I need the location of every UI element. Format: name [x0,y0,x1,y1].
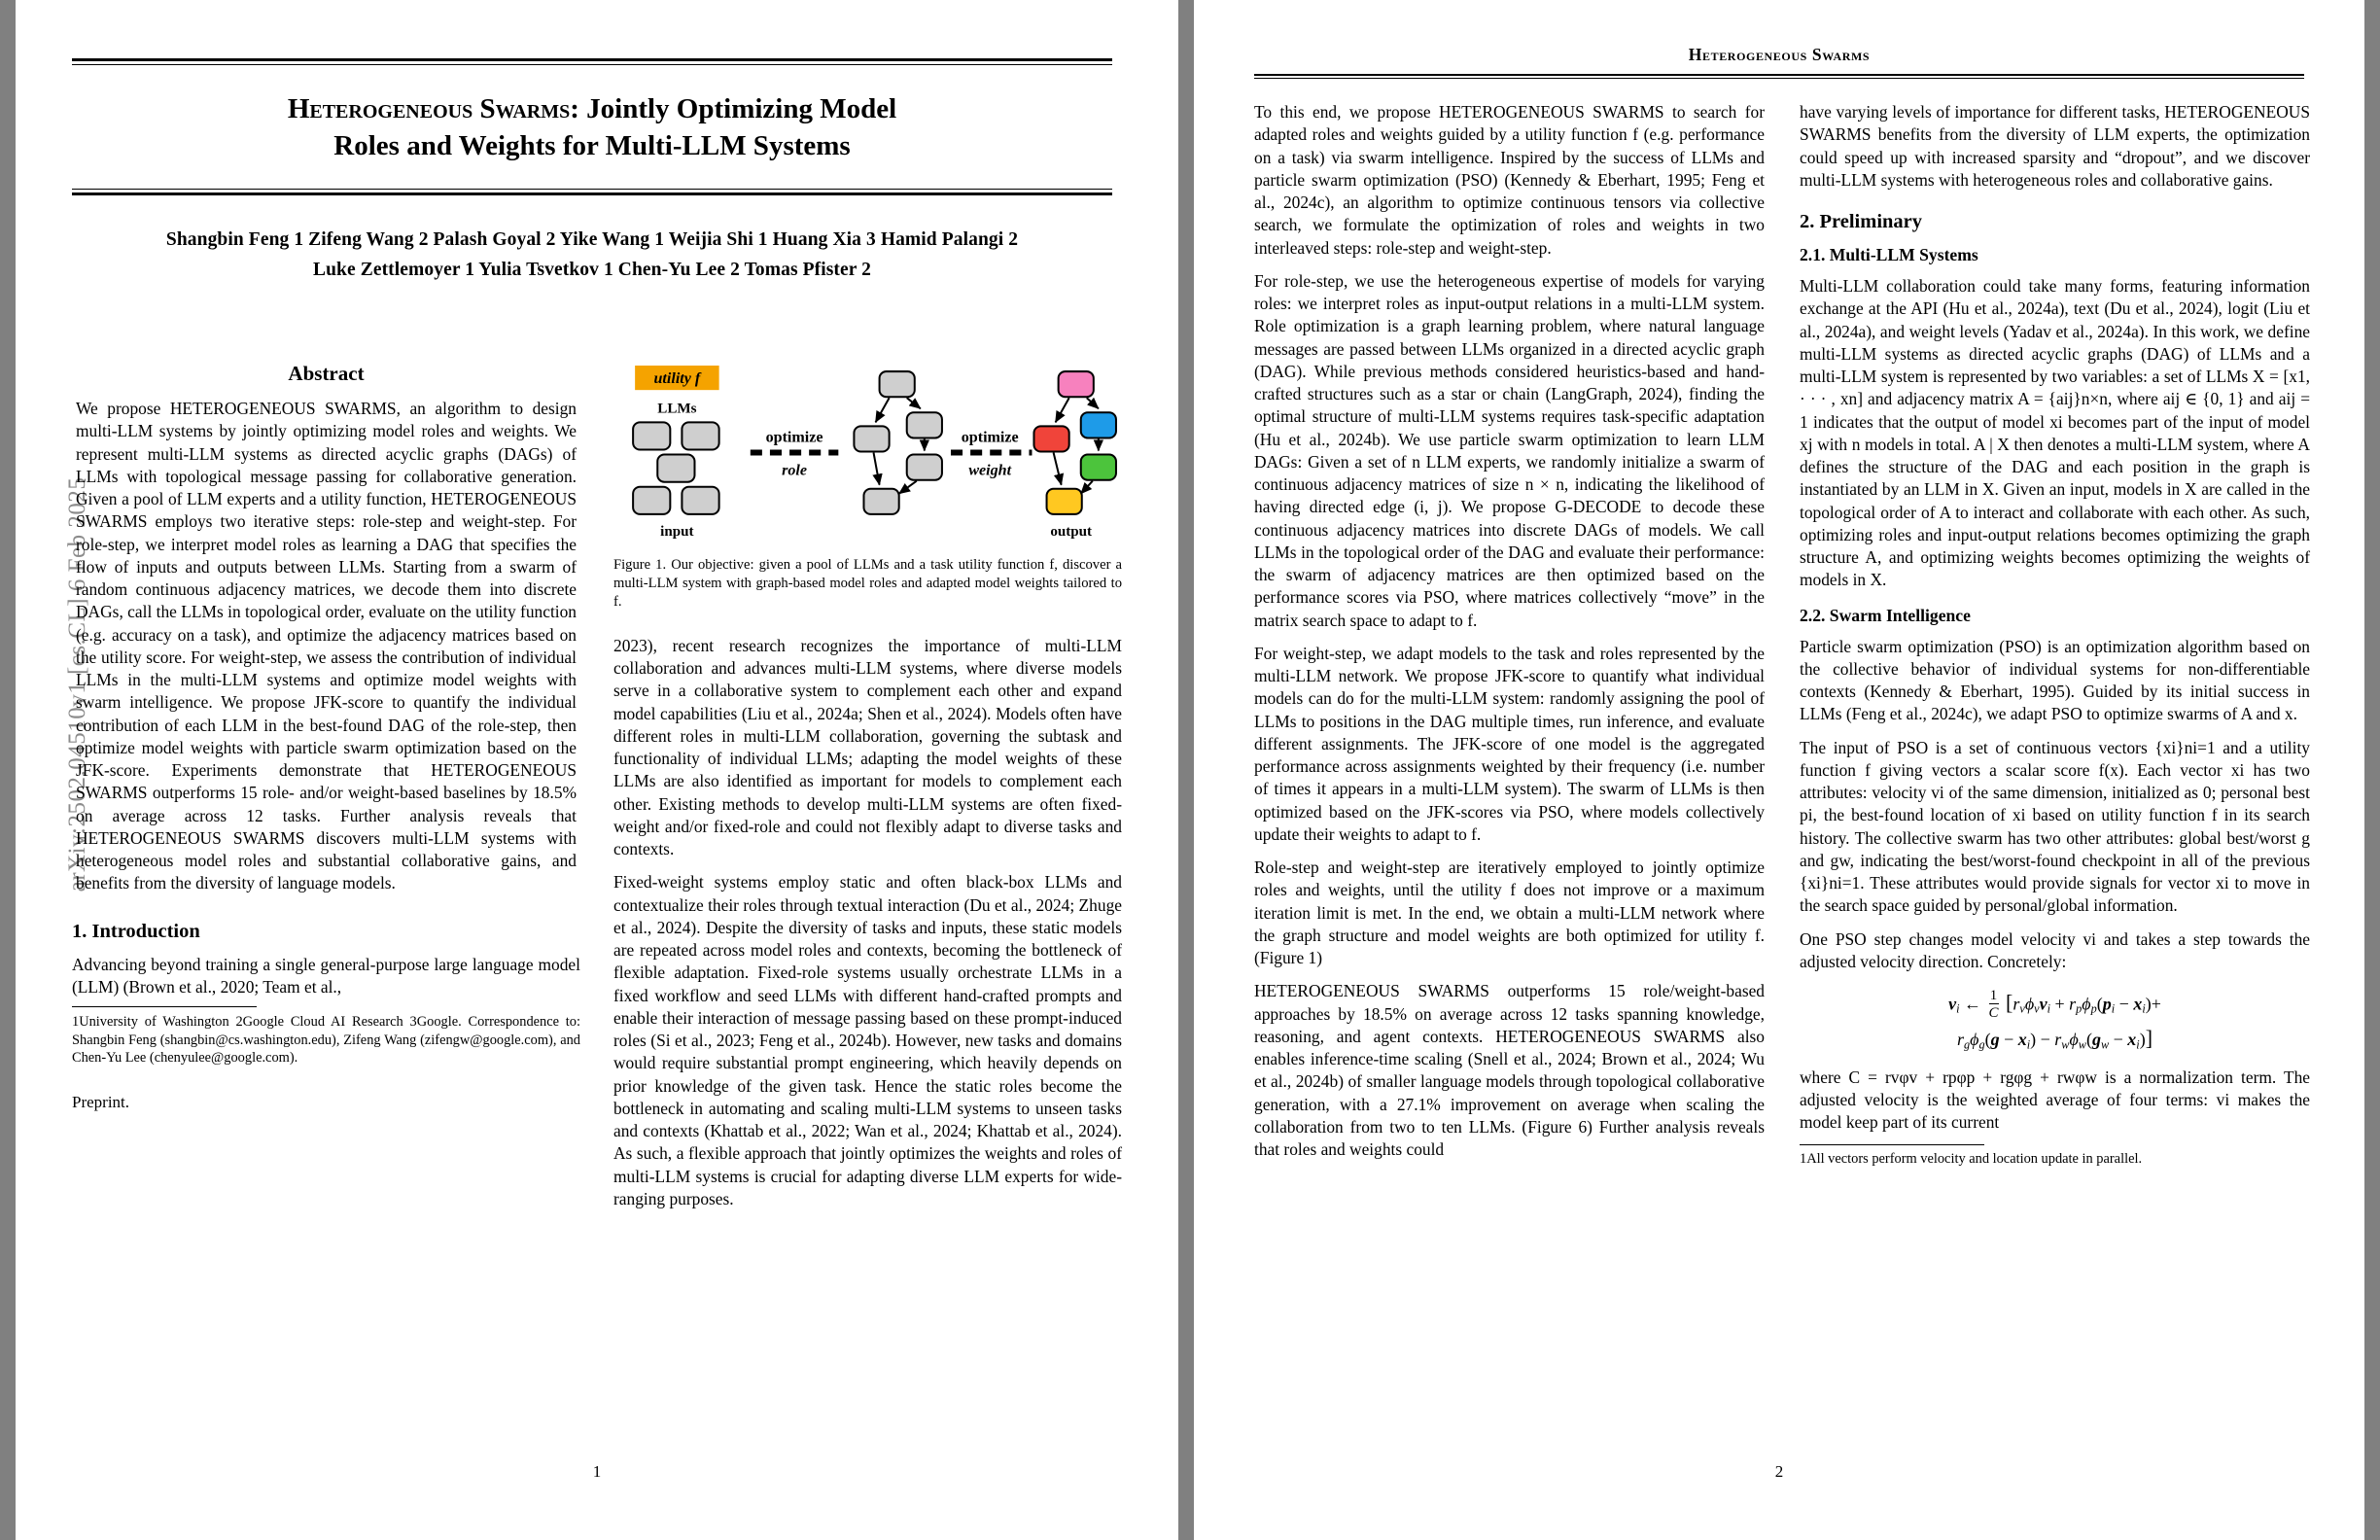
p2-right-paragraph-2: Particle swarm optimization (PSO) is an optimization algorithm based on the collective behavior of individual systems for non-differentiable contexts (Kennedy & Eberhart, 1995). Guided by its initial success in LLMs (Feng et al., 2024c), we adapt PSO to optimize swarms of A and x. [1800,636,2310,724]
author-list [72,195,1112,286]
node-yellow [1047,489,1082,514]
right-col-paragraph-2: Fixed-weight systems employ static and often black-box LLMs and contextualize their roles through textual interaction (Du et al., 2024; Zhuge et al., 2024). Despite the diversity of tasks and inputs, these static models are repeated across model roles and contexts, becoming the bottleneck of flexible adaptation. Fixed-role systems usually orchestrate LLMs in a fixed workflow and seed LLMs with different hand-crafted prompts and enable their interaction of message passing based on these prompt-induced roles (Si et al., 2023; Feng et al., 2024b). However, new tasks and domains would require substantial prompt engineering, which heavily depends on prior knowledge of the given task. Hence the static roles become the bottleneck in automating and scaling multi-LLM systems to unseen tasks and contexts (Khattab et al., 2022; Wan et al., 2024; Khattab et al., 2024). As such, a flexible approach that jointly optimizes the weights and roles of multi-LLM systems is crucial for adapting diverse LLM experts for wide-ranging purposes. [613,872,1122,1208]
figure-1-caption: Figure 1. Our objective: given a pool of LLMs and a task utility function f, discover a multi-LLM system with graph-based model roles and adapted model weights tailored to f. [613,557,1122,610]
page-2-number: 2 [1774,1462,1784,1481]
figure-1 [613,362,1122,612]
p2-left-paragraph-1: To this end, we propose HETEROGENEOUS SWARMS to search for adapted roles and weights guided by a utility function f (e.g. performance on a task) via swarm intelligence. Inspired by the success of LLMs and particle swarm optimization (PSO) (Kennedy & Eberhart, 1995; Feng et al., 2024c), an algorithm to optimize continuous tensors via collective search, we formulate the optimization of roles and weights in two interleaved steps: role-step and weight-step. [1254,102,1765,258]
section-2-2-heading: 2.2. Swarm Intelligence [1800,605,1971,625]
p2-left-paragraph-5: HETEROGENEOUS SWARMS outperforms 15 role/weight-based approaches by 18.5% on average across 12 tasks spanning knowledge, reasoning, and agent contexts. HETEROGENEOUS SWARMS also enables inference-time scaling (Snell et al., 2024; Brown et al., 2024; Wu et al., 2024b) of smaller language models through topological collaborative generation, with a 27.1% improvement on average when scaling the collaboration from two to ten LLMs. (Figure 6) Further analysis reveals that roles and weights could [1254,981,1765,1159]
equation-fraction: $\frac{1}{C}$ [1988,988,1999,1021]
p2-right-paragraph-4: One PSO step changes model velocity vi and takes a step towards the adjusted velocity direction. Concretely: [1800,928,2310,971]
node-red [1033,426,1068,451]
pso-equation [1800,989,2310,1053]
page-title [72,65,1112,189]
figure-1-diagram [613,362,1122,542]
optimize-weight-label-line1: optimize [961,429,1019,446]
footnote-affiliations: 1University of Washington 2Google Cloud AI Research 3Google. Correspondence to: Shangbin Feng (shangbin@cs.washington.edu), Zifeng Wang (zifengw@google.com), and Chen-Yu Lee (chenyulee@google.com). [72,1014,580,1066]
llm-pool [633,422,719,514]
introduction-paragraph [72,954,580,999]
utility-label: utility f [653,370,701,388]
colored-dag [1033,371,1115,514]
optimize-role-label-line1: optimize [765,429,823,446]
p2-left-paragraph-2: For role-step, we use the heterogeneous expertise of models for varying roles: we interpret roles as input-output relations in a multi-LLM system. Role optimization is a graph learning problem, where natural language messages are passed between LLMs organized in a directed acyclic graph (DAG). While previous methods considered heuristics-based and hand-crafted structures such as a star or chain (LangGraph, 2024), finding the optimal structure of multi-LLM systems requires task-specific adaptation (Hu et al., 2024b). We use particle swarm optimization to learn LLM DAGs: Given a set of n LLM experts, we randomly initialize a swarm of continuous adjacency matrices of size n × n, indicating the likelihood of having directed edge (i, j). We propose G-DECODE to decode these continuous adjacency matrices into discrete DAGs of models. We call LLMs in the topological order of the DAG and evaluate their performance: the swarm of adjacency matrices are then optimized based on the performance scores via PSO, where matrices collectively “move” in the matrix search space to adapt to f. [1254,270,1765,630]
authors-line-2: Luke Zettlemoyer 1 Yulia Tsvetkov 1 Chen-Yu Lee 2 Tomas Pfister 2 [312,260,872,281]
section-2-1-heading: 2.1. Multi-LLM Systems [1800,245,1978,264]
page-1 [16,0,1178,1540]
page-2-left-column [1254,101,1765,1172]
section-2-heading: 2. Preliminary [1800,211,1923,232]
node-blue [1081,412,1116,438]
preprint-label: Preprint. [72,1092,130,1111]
output-label: output [1050,524,1093,541]
introduction-text: Advancing beyond training a single general-purpose large language model (LLM) (Brown et al., 2020; Team et al., [72,954,580,997]
authors-line-1: Shangbin Feng 1 Zifeng Wang 2 Palash Goyal 2 Yike Wang 1 Weijia Shi 1 Huang Xia 3 Hamid Palangi 2 [165,228,1019,250]
optimize-role-label-line2: role [782,462,808,479]
title-rule-bottom [72,189,1112,195]
p2-right-paragraph-1: Multi-LLM collaboration could take many forms, featuring information exchange at the API (Hu et al., 2024a), text (Du et al., 2024), logit (Liu et al., 2024a), and weight levels (Yadav et al., 2024a). In this work, we define multi-LLM systems as directed acyclic graphs (DAG) of LLMs and a multi-LLM system is represented by two variables: a set of LLMs X = [x1, · · · , xn] and adjacency matrix A = {aij}n×n, where aij ∈ {0, 1} and aij = 1 indicates that the output of model xi becomes part of the input of model xj with n models in total. A | X then denotes a multi-LLM system, where A defines the structure of the DAG and each position in the graph is instantiated by an LLM in X. Given an input, models in X are called in the topological order of A to interact and collaborate with each other. As such, optimizing roles and input-output relations becomes optimizing the graph structure A, and optimizing weights becomes optimizing the weights of models in X. [1800,276,2310,590]
page-1-columns [72,362,1122,1221]
node-green [1081,455,1116,480]
right-col-paragraph-1: 2023), recent research recognizes the importance of multi-LLM collaboration and advances multi-LLM systems, where diverse models serve in a collaborative system to complement each other and expand model capabilities (Liu et al., 2024a; Shen et al., 2024). Models often have different roles in multi-LLM collaboration, governing the subtask and functionality of individual LLMs; adapting the model weights of these LLMs are also identified as important for models to complement each other. Existing methods to develop multi-LLM systems are often fixed-weight and/or fixed-role and could not flexibly adapt to diverse tasks and contexts. [613,635,1122,859]
running-header: Heterogeneous Swarms [1688,45,1871,64]
optimize-weight-label-line2: weight [968,462,1012,479]
abstract-text: We propose HETEROGENEOUS SWARMS, an algorithm to design multi-LLM systems by jointly optimizing model roles and weights. We represent multi-LLM systems as directed acyclic graphs (DAGs) of LLMs with topological message passing for collaborative generation. Given a pool of LLM experts and a utility function, HETEROGENEOUS SWARMS employs two iterative steps: role-step and weight-step. For role-step, we interpret model roles as learning a DAG that specifies the flow of inputs and outputs between LLMs. Starting from a swarm of random continuous adjacency matrices, we decode them into discrete DAGs, call the LLMs in topological order, evaluate on the utility function (e.g. accuracy on a task), and optimize the adjacency matrices based on the utility score. For weight-step, we assess the contribution of individual LLMs in the multi-LLM systems and optimize model weights with swarm intelligence. We propose JFK-score to quantify the individual contribution of each LLM in the best-found DAG of the role-step, then optimize model weights with particle swarm optimization based on the JFK-score. Experiments demonstrate that HETEROGENEOUS SWARMS outperforms 15 role- and/or weight-based baselines by 18.5% on average across 12 tasks. Further analysis reveals that HETEROGENEOUS SWARMS discovers multi-LLM systems with heterogeneous model roles and substantial collaborative gains, and benefits from the diversity of language models. [76,399,577,893]
title-block [72,58,1112,286]
equation-line-1: $v_i$ ← $\frac{1}{C}$ [$r_v\phi_vv_i + r_p\phi_p(p_i - x_i)+$ [1948,988,2161,1021]
title-line2: Roles and Weights for Multi-LLM Systems [333,130,851,162]
equation-line-2: $r_g\phi_g(g - x_i) - r_w\phi_w(g_w - x_i)$] [1956,1026,2153,1052]
p2-right-paragraph-0: have varying levels of importance for different tasks, HETEROGENEOUS SWARMS benefits from the diversity of LLM experts, the optimization could speed up with increased sparsity and “dropout”, and we discover multi-LLM systems with heterogeneous roles and collaborative gains. [1800,102,2310,190]
p2-left-paragraph-3: For weight-step, we adapt models to the task and roles represented by the multi-LLM network. We propose JFK-score to quantify what individual models can do for the multi-LLM system: randomly assigning the pool of LLMs to positions in the DAG multiple times, run inference, and evaluate different assignments. The JFK-score of one model is the aggregated performance across assignments weighted by their frequency (i.e. number of times it appears in a multi-LLM system). The swarm of LLMs is then optimized based on the JFK-scores via PSO, where models collectively update their weights to adapt to f. [1254,643,1765,844]
title-smallcaps: Heterogeneous Swarms [287,93,571,124]
page-2 [1194,0,2364,1540]
running-header-rule [1254,74,2304,79]
page-2-right-column [1800,101,2310,1172]
p2-right-paragraph-3: The input of PSO is a set of continuous vectors {xi}ni=1 and a utility function f giving vectors a scalar score f(x). Each vector xi has two attributes: velocity vi of the same dimension, initialized as 0; personal best pi, the best-found location of xi based on utility function f in its search history. The collective swarm has two other attributes: global best/worst g and gw, indicating the best/worst-found checkpoint in all of the previous {xi}ni=1. These attributes would provide signals for vector xi to move in the search space guided by personal/global information. [1800,737,2310,916]
page-2-columns [1254,101,2310,1172]
p2-right-paragraph-5: where C = rvφv + rpφp + rgφg + rwφw is a normalization term. The adjusted velocity is the weighted average of four terms: vi makes the model keep part of its current [1800,1067,2310,1133]
node-pink [1059,371,1094,397]
gray-dag [854,371,942,514]
p2-left-paragraph-4: Role-step and weight-step are iteratively employed to jointly optimize roles and weights, until the utility f does not improve or a maximum iteration limit is met. In the end, we obtain a multi-LLM network where the graph structure and model weights are both optimized for utility f. (Figure 1) [1254,858,1765,967]
abstract-heading: Abstract [288,362,365,385]
page-1-number: 1 [592,1462,602,1481]
page-2-footnote-rule [1800,1144,1984,1145]
page-1-right-column [613,362,1122,1221]
llms-label: LLMs [657,401,697,417]
title-rule-top [72,58,1112,65]
input-label: input [660,524,694,541]
introduction-heading: 1. Introduction [72,920,200,942]
title-line1-rest: : Jointly Optimizing Model [570,93,897,124]
page-1-left-column [72,362,580,1221]
footnote-rule [72,1006,257,1007]
page-2-footnote: 1All vectors perform velocity and location update in parallel. [1800,1151,2143,1168]
arxiv-stamp: arXiv:2502.04510v1 [cs.CL] 6 Feb 2025 [64,476,90,892]
